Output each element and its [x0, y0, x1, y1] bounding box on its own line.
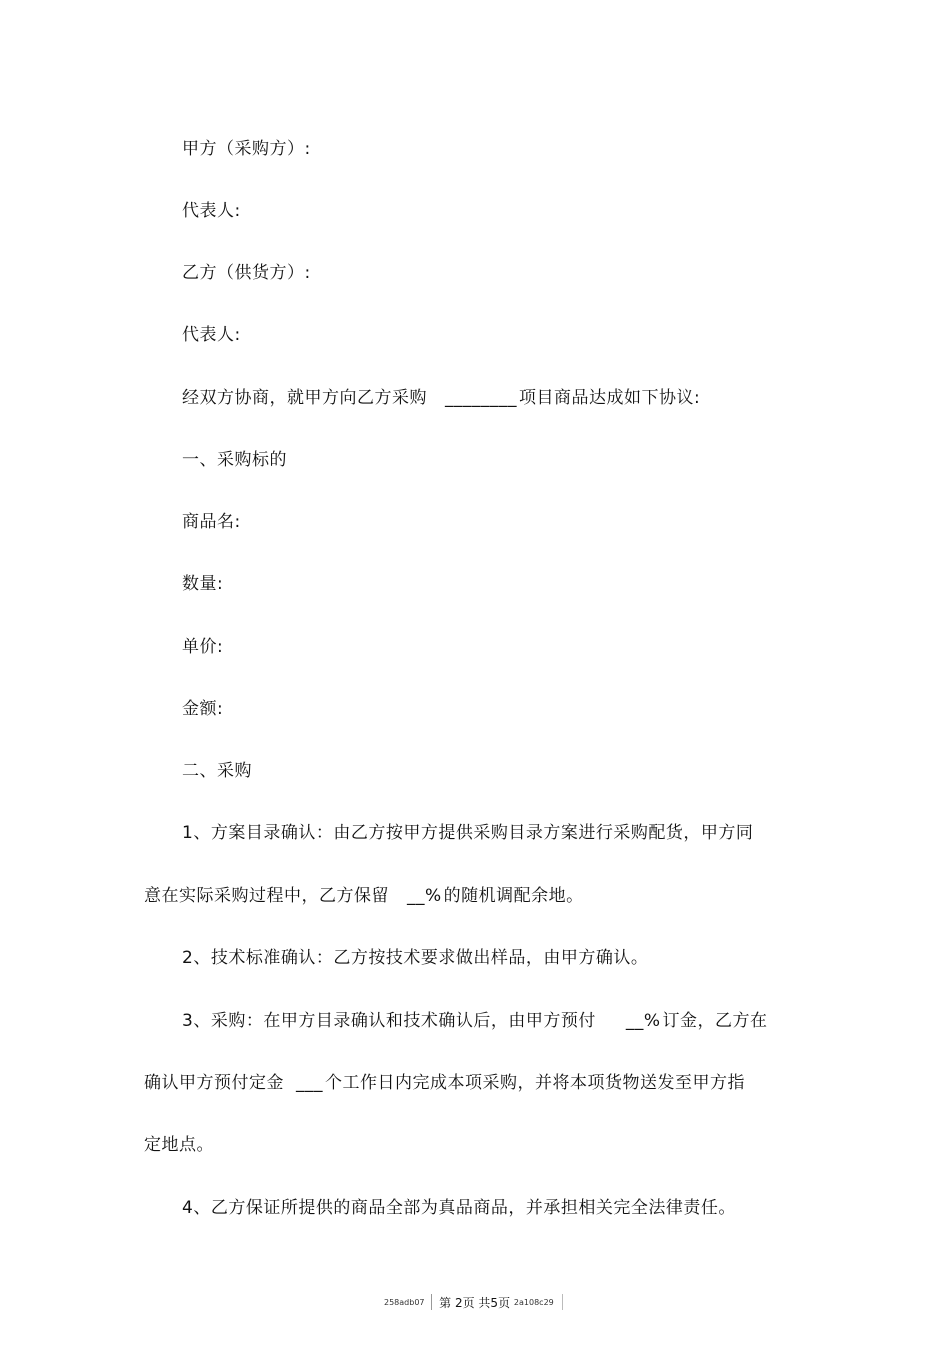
agreement-intro — [182, 387, 700, 409]
deposit-percent-blank: __% — [625, 1011, 661, 1031]
clause-3-end: 定地点。 — [144, 1135, 214, 1155]
party-a-representative: 代表人: — [182, 201, 241, 221]
clause-1: 1、方案目录确认：由乙方按甲方提供采购目录方案进行采购配货，甲方同 — [182, 823, 754, 843]
section-heading-procurement: 二、采购 — [182, 761, 252, 781]
clause-1-continued — [144, 885, 584, 907]
workdays-blank: ___ — [296, 1073, 323, 1093]
clause-1-cont-text: 意在实际采购过程中，乙方保留 — [144, 886, 389, 906]
footer-code-right: 2a108c29 — [513, 1298, 554, 1307]
quantity-field: 数量: — [182, 574, 224, 594]
goods-name-field: 商品名: — [182, 512, 241, 532]
agreement-intro-text: 经双方协商，就甲方向乙方采购 — [182, 388, 427, 408]
footer-separator — [431, 1294, 432, 1310]
reserve-percent-blank: __% — [407, 886, 442, 906]
project-blank: ________ — [445, 388, 517, 408]
clause-3 — [182, 1010, 767, 1032]
unit-price-field: 单价: — [182, 637, 224, 657]
clause-3-continued — [144, 1072, 745, 1094]
page-number-label: 第 2页 共5页 — [439, 1296, 511, 1310]
clause-3-text: 3、采购：在甲方目录确认和技术确认后，由甲方预付 — [182, 1011, 596, 1031]
clause-1-cont-tail: 的随机调配余地。 — [443, 886, 584, 906]
page-footer — [384, 1294, 563, 1312]
clause-3-tail: 订金，乙方在 — [662, 1011, 768, 1031]
clause-2: 2、技术标准确认：乙方按技术要求做出样品，由甲方确认。 — [182, 948, 649, 968]
footer-rule — [562, 1294, 563, 1310]
footer-code-left: 258adb07 — [384, 1298, 425, 1307]
clause-3-cont-text: 确认甲方预付定金 — [144, 1073, 284, 1093]
agreement-intro-tail: 项目商品达成如下协议: — [519, 388, 701, 408]
clause-3-cont-tail: 个工作日内完成本项采购，并将本项货物送发至甲方指 — [325, 1073, 745, 1093]
clause-4: 4、乙方保证所提供的商品全部为真品商品，并承担相关完全法律责任。 — [182, 1198, 736, 1218]
party-b-representative: 代表人: — [182, 325, 241, 345]
party-b-label: 乙方（供货方）: — [182, 263, 311, 283]
amount-field: 金额: — [182, 699, 224, 719]
party-a-label: 甲方（采购方）: — [182, 139, 311, 159]
section-heading-subject: 一、采购标的 — [182, 450, 287, 470]
